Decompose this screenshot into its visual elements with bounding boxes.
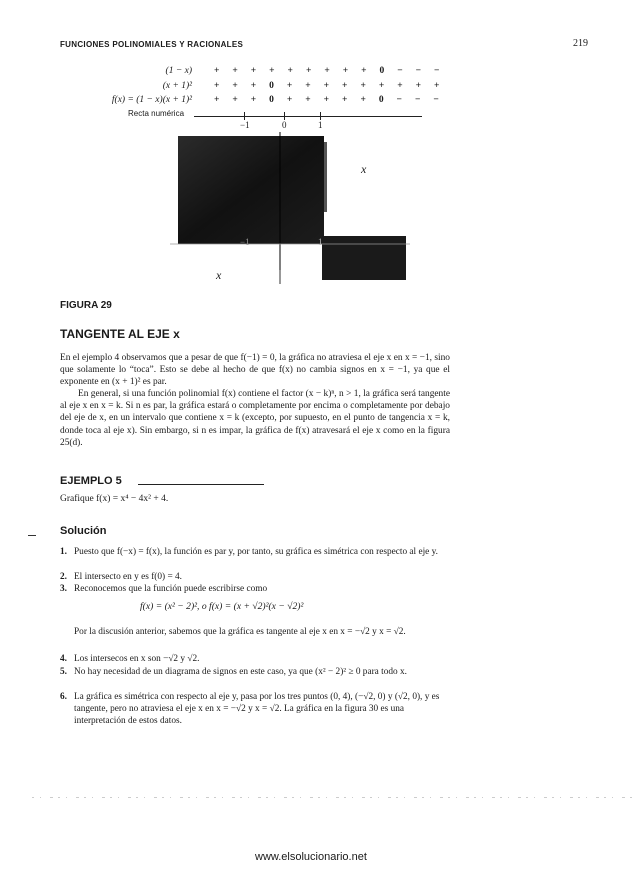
number-line-label: Recta numérica [128, 109, 185, 118]
sign-row-label: (x + 1)² [162, 81, 192, 91]
tick-mark [284, 112, 285, 120]
solution-heading: Solución [60, 525, 107, 537]
item-number: 5. [60, 667, 67, 677]
solution-item [60, 692, 450, 727]
graph-tick-label: 1 [318, 237, 323, 247]
example-heading: EJEMPLO 5 [60, 475, 122, 487]
tick-label: 1 [318, 120, 323, 130]
paragraph-2: En general, si una función polinomial f(x) contiene el factor (x − k)ⁿ, n > 1, la gráfica será tangente al eje x en x = k. Si n es par, la gráfica estará o completamente por encima o completamente por debajo del eje de x, en un intervalo que contiene x = k (excepto, por supuesto, en el punto de tangencia x = k, donde toca al eje x). Sin embargo, si n es impar, la gráfica de f(x) atravesará el eje x como en la figura 25(d). [60, 389, 450, 448]
sign-row [0, 66, 638, 78]
footer-url: www.elsolucionario.net [255, 851, 367, 863]
margin-dash [28, 535, 36, 536]
solution-item [60, 547, 450, 559]
sign-row-values: + + + 0 + + + + + + + + + [214, 81, 445, 91]
graph-svg [170, 132, 410, 284]
shaded-region-left [178, 136, 324, 244]
solution-item [60, 584, 450, 596]
sign-row-label: (1 − x) [165, 66, 192, 76]
tick-mark [320, 112, 321, 120]
page-number: 219 [573, 38, 588, 49]
item-number: 2. [60, 572, 67, 582]
solution-item [60, 627, 450, 639]
shade-edge [324, 142, 327, 212]
tick-mark [244, 112, 245, 120]
example-statement: Grafique f(x) = x⁴ − 4x² + 4. [60, 494, 169, 504]
item-number: 1. [60, 547, 67, 557]
graph-tick-label: −1 [240, 237, 250, 247]
figure-29-graph [170, 132, 410, 284]
item-text: No hay necesidad de un diagrama de signos en este caso, ya que (x² − 2)² ≥ 0 para todo x. [74, 667, 407, 677]
solution-item [60, 572, 450, 584]
sign-row-values: + + + 0 + + + + + 0 − − − [214, 95, 445, 105]
running-header: FUNCIONES POLINOMIALES Y RACIONALES [60, 40, 244, 49]
x-axis-label: x [216, 268, 222, 282]
scan-artifact-line [32, 797, 632, 798]
item-number: 6. [60, 692, 67, 702]
paragraph-1: En el ejemplo 4 observamos que a pesar de que f(−1) = 0, la gráfica no atraviesa el eje x en x = −1, sino que solamente lo “toca”. Esto se debe al hecho de que f(x) no cambia signos en x = −1, ya que el exponente en (x + 1)² es par. [60, 353, 450, 388]
solution-item [60, 667, 450, 679]
item-text: Reconocemos que la función puede escribirse como [74, 584, 268, 594]
section-heading: TANGENTE AL EJE x [60, 327, 180, 341]
sign-row-label: f(x) = (1 − x)(x + 1)² [111, 95, 192, 105]
item-text: El intersecto en y es f(0) = 4. [74, 572, 182, 582]
sign-row-values: + + + + + + + + + 0 − − − [214, 66, 445, 76]
sign-row [0, 81, 638, 93]
item-text: Puesto que f(−x) = f(x), la función es par y, por tanto, su gráfica es simétrica con respecto al eje y. [74, 547, 438, 557]
section-paragraph [60, 352, 450, 449]
item-text: La gráfica es simétrica con respecto al eje y, pasa por los tres puntos (0, 4), (−√2, 0) y (√2, 0), y es tangente, pero no atraviesa el eje x en x = −√2 y x = √2. La gráfica en la figura 30 es una interpretación de estos datos. [74, 692, 440, 726]
solution-item [60, 654, 450, 666]
item-number: 4. [60, 654, 67, 664]
item-number: 3. [60, 584, 67, 594]
factored-formula: f(x) = (x² − 2)², o f(x) = (x + √2)²(x − √2)² [140, 601, 304, 612]
tick-label: 0 [282, 120, 287, 130]
item-text: Los intersecos en x son −√2 y √2. [74, 654, 200, 664]
tick-label: −1 [240, 120, 250, 130]
shaded-region-right [322, 236, 406, 280]
number-line [194, 116, 422, 117]
item-text: Por la discusión anterior, sabemos que la gráfica es tangente al eje x en x = −√2 y x = √2. [74, 627, 406, 637]
x-axis-label: x [361, 162, 367, 176]
example-rule [138, 484, 264, 485]
sign-row [0, 95, 638, 107]
figure-label: FIGURA 29 [60, 300, 112, 311]
